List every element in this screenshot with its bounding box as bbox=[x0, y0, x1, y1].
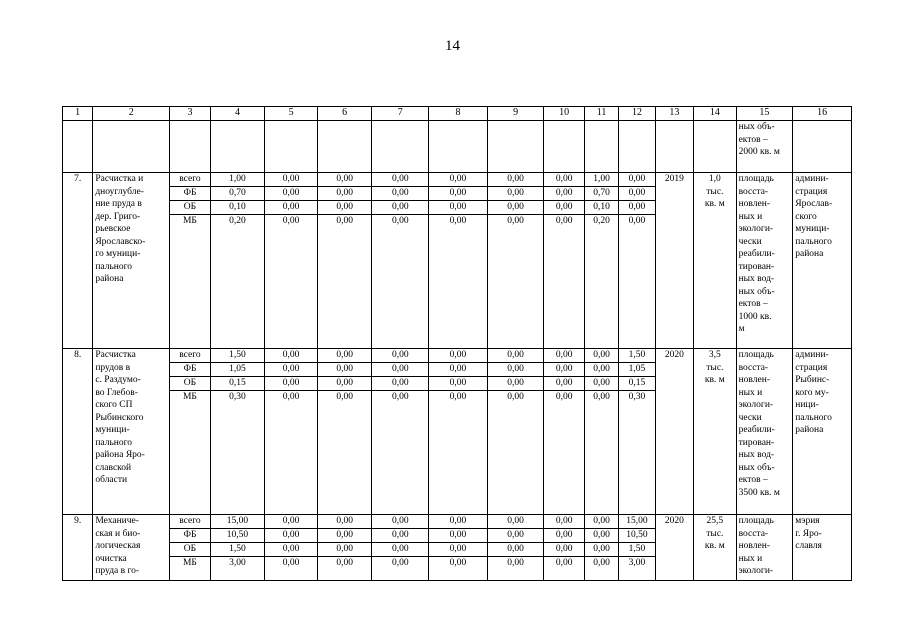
value: 0,20 bbox=[229, 216, 246, 226]
value: 10,50 bbox=[211, 529, 265, 543]
value: 0,00 bbox=[555, 392, 573, 402]
value: 0,00 bbox=[372, 515, 428, 529]
value: 0,20 bbox=[593, 216, 610, 226]
value: 0,00 bbox=[429, 173, 487, 187]
funding-source: ОБ bbox=[170, 377, 209, 391]
value: 1,50 bbox=[211, 543, 265, 557]
value: 0,00 bbox=[585, 349, 618, 363]
value: 0,15 bbox=[619, 377, 654, 391]
value: 0,00 bbox=[488, 543, 544, 557]
header-cell: 14 bbox=[694, 107, 736, 121]
funding-source: всего bbox=[170, 515, 209, 529]
value: 0,00 bbox=[265, 377, 317, 391]
value: 0,00 bbox=[318, 377, 372, 391]
header-cell: 5 bbox=[265, 107, 318, 121]
value: 0,00 bbox=[265, 201, 317, 215]
value: 0,00 bbox=[391, 558, 409, 568]
value: 0,70 bbox=[585, 187, 618, 201]
value: 0,00 bbox=[628, 216, 646, 226]
funding-source: ОБ bbox=[170, 543, 209, 557]
value: 3,00 bbox=[229, 558, 246, 568]
value: 0,00 bbox=[544, 201, 583, 215]
value: 0,00 bbox=[593, 392, 610, 402]
year-cell: 2020 bbox=[655, 349, 693, 515]
value: 0,10 bbox=[585, 201, 618, 215]
value: 0,00 bbox=[429, 515, 487, 529]
value: 0,00 bbox=[372, 187, 428, 201]
value: 0,00 bbox=[507, 216, 524, 226]
value-cell bbox=[429, 349, 488, 515]
row-name: Механиче- ская и био- логическая очистка пруда в го- bbox=[93, 515, 170, 581]
value: 0,00 bbox=[391, 392, 409, 402]
value: 0,00 bbox=[544, 377, 583, 391]
value: 0,00 bbox=[318, 173, 372, 187]
value: 0,00 bbox=[318, 529, 372, 543]
value-cell bbox=[372, 349, 429, 515]
header-cell: 6 bbox=[317, 107, 372, 121]
continuation-row bbox=[63, 121, 852, 173]
value: 0,00 bbox=[372, 201, 428, 215]
value: 0,00 bbox=[372, 543, 428, 557]
value-cell bbox=[372, 173, 429, 349]
funding-source: ОБ bbox=[170, 201, 209, 215]
value-cell bbox=[584, 349, 618, 515]
value-cell bbox=[487, 349, 544, 515]
value: 1,50 bbox=[619, 543, 654, 557]
value-cell bbox=[210, 515, 265, 581]
value-cell bbox=[584, 515, 618, 581]
value: 0,00 bbox=[544, 173, 583, 187]
value: 0,00 bbox=[449, 558, 467, 568]
value: 0,00 bbox=[265, 187, 317, 201]
funding-source: ФБ bbox=[170, 363, 209, 377]
value: 0,00 bbox=[544, 187, 583, 201]
value: 0,00 bbox=[265, 363, 317, 377]
value: 0,00 bbox=[488, 187, 544, 201]
value: 0,00 bbox=[507, 558, 524, 568]
row-name: Расчистка и дноуглубле- ние пруда в дер. Григо- рьевское Ярославско- го муници- пального района bbox=[93, 173, 170, 349]
value: 0,00 bbox=[429, 529, 487, 543]
funding-sources bbox=[170, 349, 210, 515]
funding-sources bbox=[170, 515, 210, 581]
value: 0,00 bbox=[336, 558, 353, 568]
value: 0,30 bbox=[229, 392, 246, 402]
funding-source: МБ bbox=[182, 216, 197, 226]
header-cell: 16 bbox=[793, 107, 852, 121]
header-cell: 2 bbox=[93, 107, 170, 121]
header-cell: 13 bbox=[655, 107, 693, 121]
value: 0,00 bbox=[282, 558, 300, 568]
value: 0,10 bbox=[211, 201, 265, 215]
value: 0,00 bbox=[336, 392, 353, 402]
value: 0,00 bbox=[372, 349, 428, 363]
value: 15,00 bbox=[211, 515, 265, 529]
value: 0,00 bbox=[488, 201, 544, 215]
executor-cell: админи- страция Рыбинс- кого му- ници- пального района bbox=[793, 349, 852, 515]
value-cell bbox=[210, 349, 265, 515]
value-cell bbox=[619, 349, 655, 515]
value: 0,00 bbox=[585, 543, 618, 557]
value: 0,00 bbox=[544, 529, 583, 543]
value-cell bbox=[429, 515, 488, 581]
value: 0,00 bbox=[555, 216, 573, 226]
value: 0,00 bbox=[544, 515, 583, 529]
value: 0,00 bbox=[265, 173, 317, 187]
value-cell bbox=[544, 349, 584, 515]
value-cell bbox=[429, 173, 488, 349]
value: 0,00 bbox=[429, 187, 487, 201]
value-cell bbox=[265, 173, 318, 349]
value: 0,00 bbox=[585, 515, 618, 529]
funding-source: МБ bbox=[182, 392, 197, 402]
value: 0,00 bbox=[619, 201, 654, 215]
funding-source: ФБ bbox=[170, 187, 209, 201]
indicator-cell: ных объ- ектов – 2000 кв. м bbox=[736, 121, 793, 173]
executor-cell: админи- страция Ярослав- ского муници- пального района bbox=[793, 173, 852, 349]
value: 10,50 bbox=[619, 529, 654, 543]
funding-source: всего bbox=[170, 349, 209, 363]
funding-sources bbox=[170, 173, 210, 349]
value: 0,00 bbox=[544, 543, 583, 557]
value: 0,00 bbox=[555, 558, 573, 568]
value: 0,00 bbox=[372, 173, 428, 187]
row-name: Расчистка прудов в с. Раздумо- во Глебов- ского СП Рыбинского муници- пального района Яро- славской области bbox=[93, 349, 170, 515]
amount-cell: 3,5 тыс. кв. м bbox=[694, 349, 736, 515]
value: 0,70 bbox=[211, 187, 265, 201]
year-cell: 2020 bbox=[655, 515, 693, 581]
value: 0,00 bbox=[265, 543, 317, 557]
value: 0,00 bbox=[372, 377, 428, 391]
value: 0,00 bbox=[585, 377, 618, 391]
value: 0,00 bbox=[544, 363, 583, 377]
year-cell: 2019 bbox=[655, 173, 693, 349]
value: 0,00 bbox=[488, 349, 544, 363]
value: 0,00 bbox=[318, 187, 372, 201]
header-cell: 10 bbox=[544, 107, 584, 121]
value: 0,00 bbox=[429, 543, 487, 557]
header-cell: 9 bbox=[487, 107, 544, 121]
value: 0,30 bbox=[628, 392, 646, 402]
value: 0,00 bbox=[429, 377, 487, 391]
row-number: 7. bbox=[63, 173, 93, 349]
value-cell bbox=[544, 173, 584, 349]
table-row bbox=[63, 173, 852, 349]
value: 1,50 bbox=[211, 349, 265, 363]
value-cell bbox=[317, 515, 372, 581]
value: 0,00 bbox=[488, 173, 544, 187]
value: 0,00 bbox=[585, 363, 618, 377]
value-cell bbox=[619, 515, 655, 581]
value-cell bbox=[372, 515, 429, 581]
funding-source: всего bbox=[170, 173, 209, 187]
header-cell: 11 bbox=[584, 107, 618, 121]
value: 0,00 bbox=[372, 363, 428, 377]
value: 0,00 bbox=[593, 558, 610, 568]
header-cell: 3 bbox=[170, 107, 210, 121]
value: 1,50 bbox=[619, 349, 654, 363]
value: 0,00 bbox=[282, 216, 300, 226]
value: 0,00 bbox=[585, 529, 618, 543]
header-cell: 1 bbox=[63, 107, 93, 121]
value: 1,00 bbox=[211, 173, 265, 187]
header-row bbox=[63, 107, 852, 121]
header-cell: 7 bbox=[372, 107, 429, 121]
value: 0,00 bbox=[429, 363, 487, 377]
value: 0,00 bbox=[336, 216, 353, 226]
value: 15,00 bbox=[619, 515, 654, 529]
amount-cell: 1,0 тыс. кв. м bbox=[694, 173, 736, 349]
value: 0,00 bbox=[282, 392, 300, 402]
value-cell bbox=[487, 173, 544, 349]
value: 0,00 bbox=[265, 515, 317, 529]
value: 0,00 bbox=[488, 377, 544, 391]
value-cell bbox=[265, 349, 318, 515]
value-cell bbox=[317, 173, 372, 349]
page-number: 14 bbox=[445, 38, 460, 54]
value: 0,00 bbox=[318, 201, 372, 215]
value: 0,00 bbox=[488, 515, 544, 529]
value: 1,00 bbox=[585, 173, 618, 187]
program-table bbox=[62, 106, 852, 581]
value: 0,00 bbox=[619, 173, 654, 187]
value: 0,00 bbox=[544, 349, 583, 363]
indicator-cell: площадь восста- новлен- ных и экологи- bbox=[736, 515, 793, 581]
header-cell: 4 bbox=[210, 107, 265, 121]
value: 0,00 bbox=[318, 349, 372, 363]
value: 0,00 bbox=[449, 392, 467, 402]
value-cell bbox=[544, 515, 584, 581]
header-cell: 12 bbox=[619, 107, 655, 121]
value: 0,00 bbox=[265, 529, 317, 543]
value: 0,00 bbox=[318, 543, 372, 557]
value: 0,00 bbox=[265, 349, 317, 363]
value: 0,00 bbox=[391, 216, 409, 226]
value-cell bbox=[317, 349, 372, 515]
indicator-cell: площадь восста- новлен- ных и экологи- чески реабили- тирован- ных вод- ных объ- ектов – 1000 кв. м bbox=[736, 173, 793, 349]
value-cell bbox=[265, 515, 318, 581]
executor-cell: мэрия г. Яро- славля bbox=[793, 515, 852, 581]
value-cell bbox=[210, 173, 265, 349]
value: 3,00 bbox=[628, 558, 646, 568]
value: 1,05 bbox=[619, 363, 654, 377]
value: 1,05 bbox=[211, 363, 265, 377]
value-cell bbox=[619, 173, 655, 349]
value: 0,00 bbox=[429, 201, 487, 215]
header-cell: 8 bbox=[429, 107, 488, 121]
row-number: 9. bbox=[63, 515, 93, 581]
funding-source: ФБ bbox=[170, 529, 209, 543]
funding-source: МБ bbox=[182, 558, 197, 568]
value: 0,00 bbox=[429, 349, 487, 363]
indicator-cell: площадь восста- новлен- ных и экологи- чески реабили- тирован- ных вод- ных объ- ектов – 3500 кв. м bbox=[736, 349, 793, 515]
value: 0,00 bbox=[488, 363, 544, 377]
value: 0,15 bbox=[211, 377, 265, 391]
value-cell bbox=[487, 515, 544, 581]
amount-cell: 25,5 тыс. кв. м bbox=[694, 515, 736, 581]
header-cell: 15 bbox=[736, 107, 793, 121]
value: 0,00 bbox=[318, 515, 372, 529]
value: 0,00 bbox=[619, 187, 654, 201]
value: 0,00 bbox=[372, 529, 428, 543]
value-cell bbox=[584, 173, 618, 349]
table-row bbox=[63, 349, 852, 515]
table-row bbox=[63, 515, 852, 581]
value: 0,00 bbox=[318, 363, 372, 377]
value: 0,00 bbox=[488, 529, 544, 543]
value: 0,00 bbox=[449, 216, 467, 226]
value: 0,00 bbox=[507, 392, 524, 402]
row-number: 8. bbox=[63, 349, 93, 515]
